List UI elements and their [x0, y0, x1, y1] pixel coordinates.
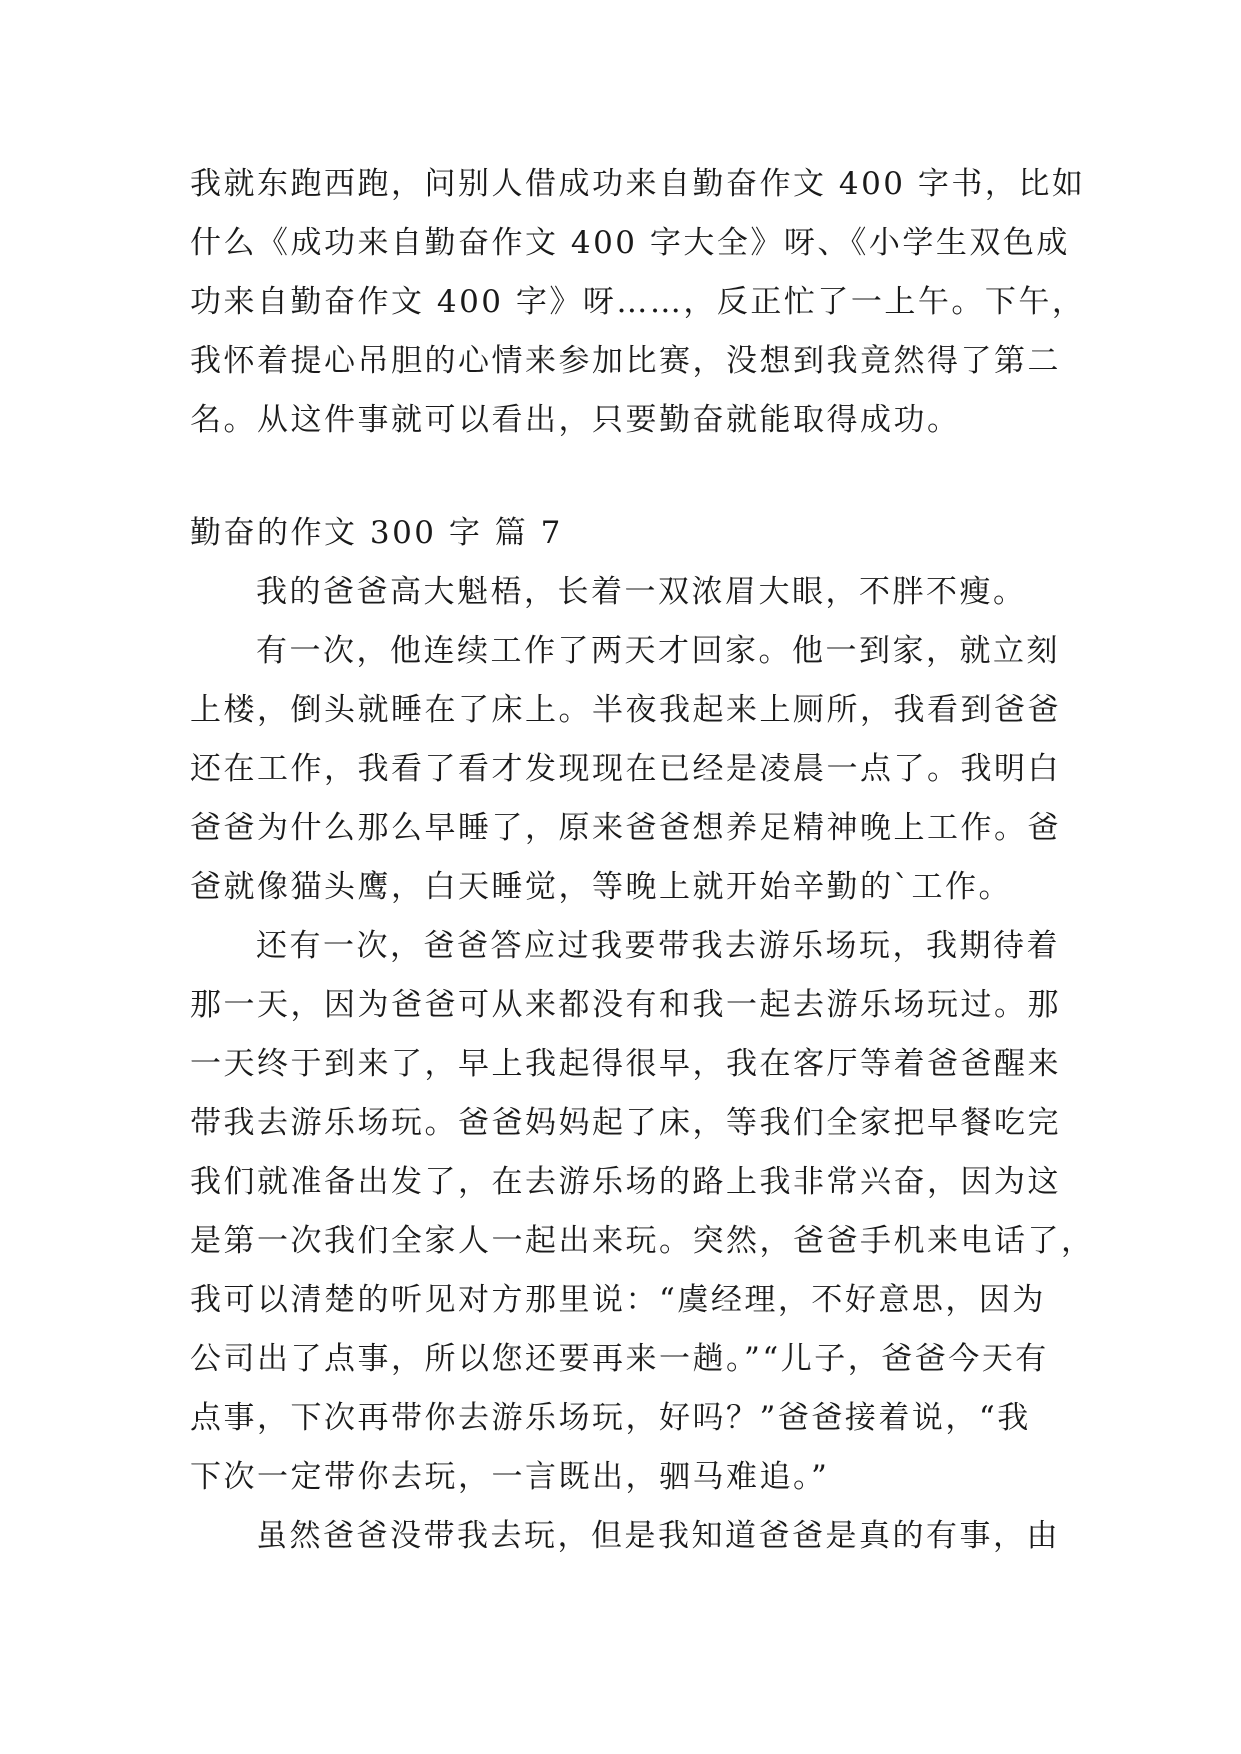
text-line: 我怀着提心吊胆的心情来参加比赛，没想到我竟然得了第二	[190, 343, 1061, 379]
text-line: 那一天，因为爸爸可从来都没有和我一起去游乐场玩过。那	[190, 987, 1061, 1023]
text-line: 爸爸为什么那么早睡了，原来爸爸想养足精神晚上工作。爸	[190, 810, 1061, 846]
document-body	[190, 155, 1095, 1566]
text-line: 还有一次，爸爸答应过我要带我去游乐场玩，我期待着	[256, 928, 1060, 964]
text-line: 功来自勤奋作文 400 字》呀……，反正忙了一上午。下午，	[190, 284, 1086, 320]
text-line: 下次一定带你去玩，一言既出，驷马难追。”	[190, 1459, 830, 1495]
text-line: 带我去游乐场玩。爸爸妈妈起了床，等我们全家把早餐吃完	[190, 1105, 1061, 1141]
text-line: 是第一次我们全家人一起出来玩。突然，爸爸手机来电话了，	[190, 1223, 1095, 1259]
paragraph-2	[190, 622, 1070, 917]
paragraph-1	[190, 563, 1070, 622]
text-line: 还在工作，我看了看才发现现在已经是凌晨一点了。我明白	[190, 751, 1061, 787]
text-line: 名。从这件事就可以看出，只要勤奋就能取得成功。	[190, 402, 961, 438]
text-line: 公司出了点事，所以您还要再来一趟。”“儿子，爸爸今天有	[190, 1341, 1049, 1377]
text-line: 爸就像猫头鹰，白天睡觉，等晚上就开始辛勤的`工作。	[190, 869, 1012, 905]
text-line: 上楼，倒头就睡在了床上。半夜我起来上厕所，我看到爸爸	[190, 692, 1061, 728]
text-line: 我可以清楚的听见对方那里说：“虞经理，不好意思，因为	[190, 1282, 1046, 1318]
continuation-paragraph	[190, 155, 1086, 450]
paragraph-4	[190, 1507, 1070, 1566]
text-line: 一天终于到来了，早上我起得很早，我在客厅等着爸爸醒来	[190, 1046, 1061, 1082]
text-line: 虽然爸爸没带我去玩，但是我知道爸爸是真的有事，由	[256, 1518, 1060, 1554]
text-line: 我的爸爸高大魁梧，长着一双浓眉大眼，不胖不瘦。	[256, 574, 1027, 610]
paragraph-3	[190, 917, 1095, 1507]
text-line: 我就东跑西跑，问别人借成功来自勤奋作文 400 字书，比如	[190, 166, 1086, 202]
text-line: 有一次，他连续工作了两天才回家。他一到家，就立刻	[256, 633, 1060, 669]
text-line: 点事，下次再带你去游乐场玩，好吗？”爸爸接着说，“我	[190, 1400, 1031, 1436]
text-line: 我们就准备出发了，在去游乐场的路上我非常兴奋，因为这	[190, 1164, 1061, 1200]
section-title: 勤奋的作文 300 字 篇 7	[190, 515, 563, 551]
text-line: 什么《成功来自勤奋作文 400 字大全》呀、《小学生双色成	[190, 225, 1070, 261]
